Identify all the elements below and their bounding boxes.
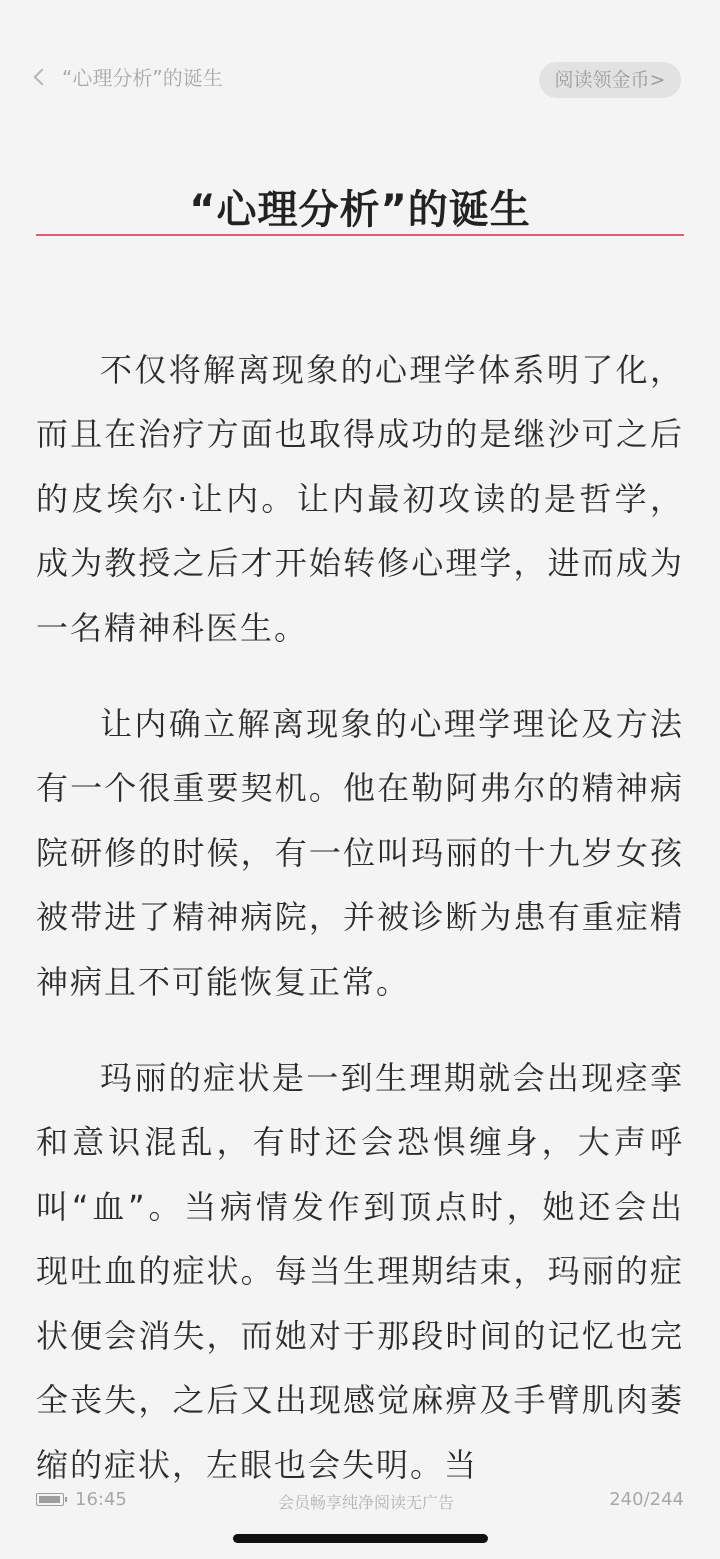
clock-time: 16:45 (75, 1489, 127, 1510)
reader-top-bar (0, 0, 720, 140)
member-ad-free-notice[interactable]: 会员畅享纯净阅读无广告 (277, 1493, 454, 1512)
paragraph: 玛丽的症状是一到生理期就会出现痉挛和意识混乱，有时还会恐惧缠身，大声呼叫“血”。当病情发作到顶点时，她还会出现吐血的症状。每当生理期结束，玛丽的症状便会消失，而她对于那段时间的记忆也完全丧失，之后又出现感觉麻痹及手臂肌肉萎缩的症状，左眼也会失明。当 (36, 1059, 684, 1484)
reader-status-bar (0, 1486, 720, 1514)
reading-content[interactable] (36, 338, 684, 1490)
read-earn-coins-button[interactable]: 阅读领金币> (539, 62, 681, 98)
paragraph: 不仅将解离现象的心理学体系明了化，而且在治疗方面也取得成功的是继沙可之后的皮埃尔·让内。让内最初攻读的是哲学，成为教授之后才开始转修心理学，进而成为一名精神科医生。 (36, 351, 684, 647)
home-indicator[interactable] (233, 1534, 488, 1543)
back-button[interactable] (36, 62, 223, 91)
chevron-left-icon (34, 69, 51, 86)
page-indicator: 240/244 (609, 1489, 684, 1510)
back-chapter-label: “心理分析”的诞生 (62, 66, 223, 90)
paragraph: 让内确立解离现象的心理学理论及方法有一个很重要契机。他在勒阿弗尔的精神病院研修的时候，有一位叫玛丽的十九岁女孩被带进了精神病院，并被诊断为患有重症精神病且不可能恢复正常。 (36, 705, 684, 1001)
title-divider (36, 234, 684, 236)
chapter-title: “心理分析”的诞生 (189, 187, 531, 233)
